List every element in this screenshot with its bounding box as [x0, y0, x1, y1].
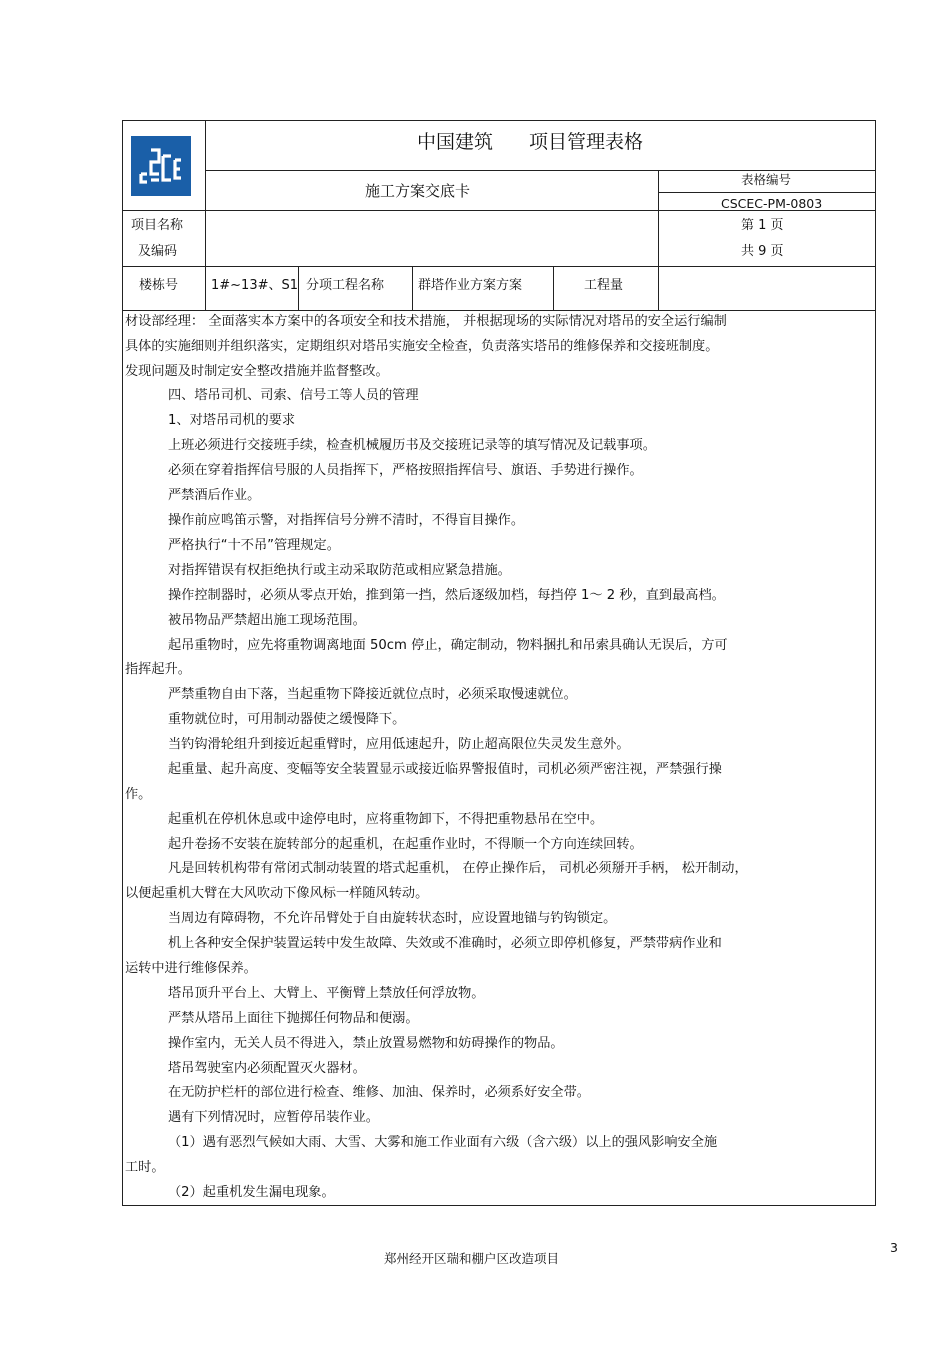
body-line: 塔吊驾驶室内必须配置灭火器材。 — [168, 1061, 366, 1076]
divider — [553, 266, 554, 310]
company-title: 中国建筑 — [417, 131, 494, 153]
sub-project-value: 群塔作业方案方案 — [418, 278, 523, 293]
body-line: 工时。 — [125, 1160, 165, 1175]
building-value: 1#~13#、S1 — [211, 278, 299, 293]
body-line: 指挥起升。 — [125, 662, 191, 677]
divider — [205, 210, 206, 310]
quantity-label: 工程量 — [584, 278, 624, 293]
divider — [412, 266, 413, 310]
project-name-label: 项目名称 — [131, 218, 184, 233]
body-line: 作。 — [125, 787, 152, 802]
divider — [205, 120, 206, 210]
divider — [658, 170, 659, 310]
body-line: 起重量、起升高度、变幅等安全装置显示或接近临界警报值时，司机必须严密注视，严禁强行操 — [168, 762, 722, 777]
cscec-logo-icon — [131, 136, 191, 196]
body-line: 起吊重物时，应先将重物调离地面 50cm 停止，确定制动，物料捆扎和吊索具确认无误后，方可 — [168, 638, 728, 653]
body-line: 对指挥错误有权拒绝执行或主动采取防范或相应紧急措施。 — [168, 563, 511, 578]
body-line: 严格执行“十不吊”管理规定。 — [168, 538, 340, 553]
body-line: （2）起重机发生漏电现象。 — [168, 1185, 335, 1200]
body-line: 当钓钩滑轮组升到接近起重臂时，应用低速起升，防止超高限位失灵发生意外。 — [168, 737, 630, 752]
divider — [122, 310, 876, 311]
form-no: CSCEC-PM-0803 — [721, 196, 823, 211]
divider — [122, 266, 876, 267]
body-line: 起重机在停机休息或中途停电时，应将重物卸下，不得把重物悬吊在空中。 — [168, 812, 604, 827]
body-line: 操作控制器时，必须从零点开始，推到第一挡，然后逐级加档，每挡停 1～ 2 秒，直到最高档。 — [168, 588, 725, 603]
page-total: 共 9 页 — [741, 244, 784, 259]
project-code-label: 及编码 — [138, 244, 178, 259]
cscec-logo — [131, 136, 191, 196]
body-line: 1、对塔吊司机的要求 — [168, 413, 296, 428]
body-line: 发现问题及时制定安全整改措施并监督整改。 — [125, 364, 389, 379]
form-name: 施工方案交底卡 — [365, 182, 471, 200]
body-line: 起升卷扬不安装在旋转部分的起重机，在起重作业时，不得顺一个方向连续回转。 — [168, 837, 643, 852]
body-line: 必须在穿着指挥信号服的人员指挥下，严格按照指挥信号、旗语、手势进行操作。 — [168, 463, 643, 478]
divider — [658, 192, 876, 193]
body-line: 被吊物品严禁超出施工现场范围。 — [168, 613, 366, 628]
body-line: 重物就位时，可用制动器使之缓慢降下。 — [168, 712, 406, 727]
body-line: 塔吊顶升平台上、大臂上、平衡臂上禁放任何浮放物。 — [168, 986, 485, 1001]
body-line: 严禁酒后作业。 — [168, 488, 261, 503]
body-line: 上班必须进行交接班手续，检查机械履历书及交接班记录等的填写情况及记载事项。 — [168, 438, 656, 453]
page-number: 3 — [890, 1240, 898, 1255]
body-line: 材设部经理： 全面落实本方案中的各项安全和技术措施， 并根据现场的实际情况对塔吊的安全运行编制 — [125, 314, 727, 329]
body-line: 机上各种安全保护装置运转中发生故障、失效或不准确时，必须立即停机修复，严禁带病作业和 — [168, 936, 722, 951]
body-line: 严禁从塔吊上面往下抛掷任何物品和便溺。 — [168, 1011, 419, 1026]
sub-project-label: 分项工程名称 — [306, 278, 385, 293]
footer-project-name: 郑州经开区瑞和棚户区改造项目 — [384, 1251, 560, 1266]
body-line: 四、塔吊司机、司索、信号工等人员的管理 — [168, 388, 419, 403]
body-line: （1）遇有恶烈气候如大雨、大雪、大雾和施工作业面有六级（含六级）以上的强风影响安全施 — [168, 1135, 718, 1150]
body-line: 凡是回转机构带有常闭式制动装置的塔式起重机， 在停止操作后， 司机必须掰开手柄， 松开制动， — [168, 861, 748, 876]
building-label: 楼栋号 — [139, 278, 179, 293]
page-current: 第 1 页 — [741, 218, 784, 233]
body-line: 遇有下列情况时，应暂停吊装作业。 — [168, 1110, 379, 1125]
body-line: 在无防护栏杆的部位进行检查、维修、加油、保养时，必须系好安全带。 — [168, 1085, 590, 1100]
divider — [298, 266, 299, 310]
body-line: 以便起重机大臂在大风吹动下像风标一样随风转动。 — [125, 886, 429, 901]
body-line: 具体的实施细则并组织落实，定期组织对塔吊实施安全检查，负责落实塔吊的维修保养和交接班制度。 — [125, 339, 719, 354]
form-no-label: 表格编号 — [741, 172, 792, 187]
form-title: 项目管理表格 — [529, 131, 644, 153]
body-line: 严禁重物自由下落，当起重物下降接近就位点时，必须采取慢速就位。 — [168, 687, 577, 702]
body-line: 操作室内，无关人员不得进入，禁止放置易燃物和妨碍操作的物品。 — [168, 1036, 564, 1051]
body-line: 当周边有障碍物，不允许吊臂处于自由旋转状态时，应设置地锚与钓钩锁定。 — [168, 911, 617, 926]
body-line: 运转中进行维修保养。 — [125, 961, 257, 976]
body-line: 操作前应鸣笛示警，对指挥信号分辨不清时，不得盲目操作。 — [168, 513, 525, 528]
divider — [205, 170, 876, 171]
